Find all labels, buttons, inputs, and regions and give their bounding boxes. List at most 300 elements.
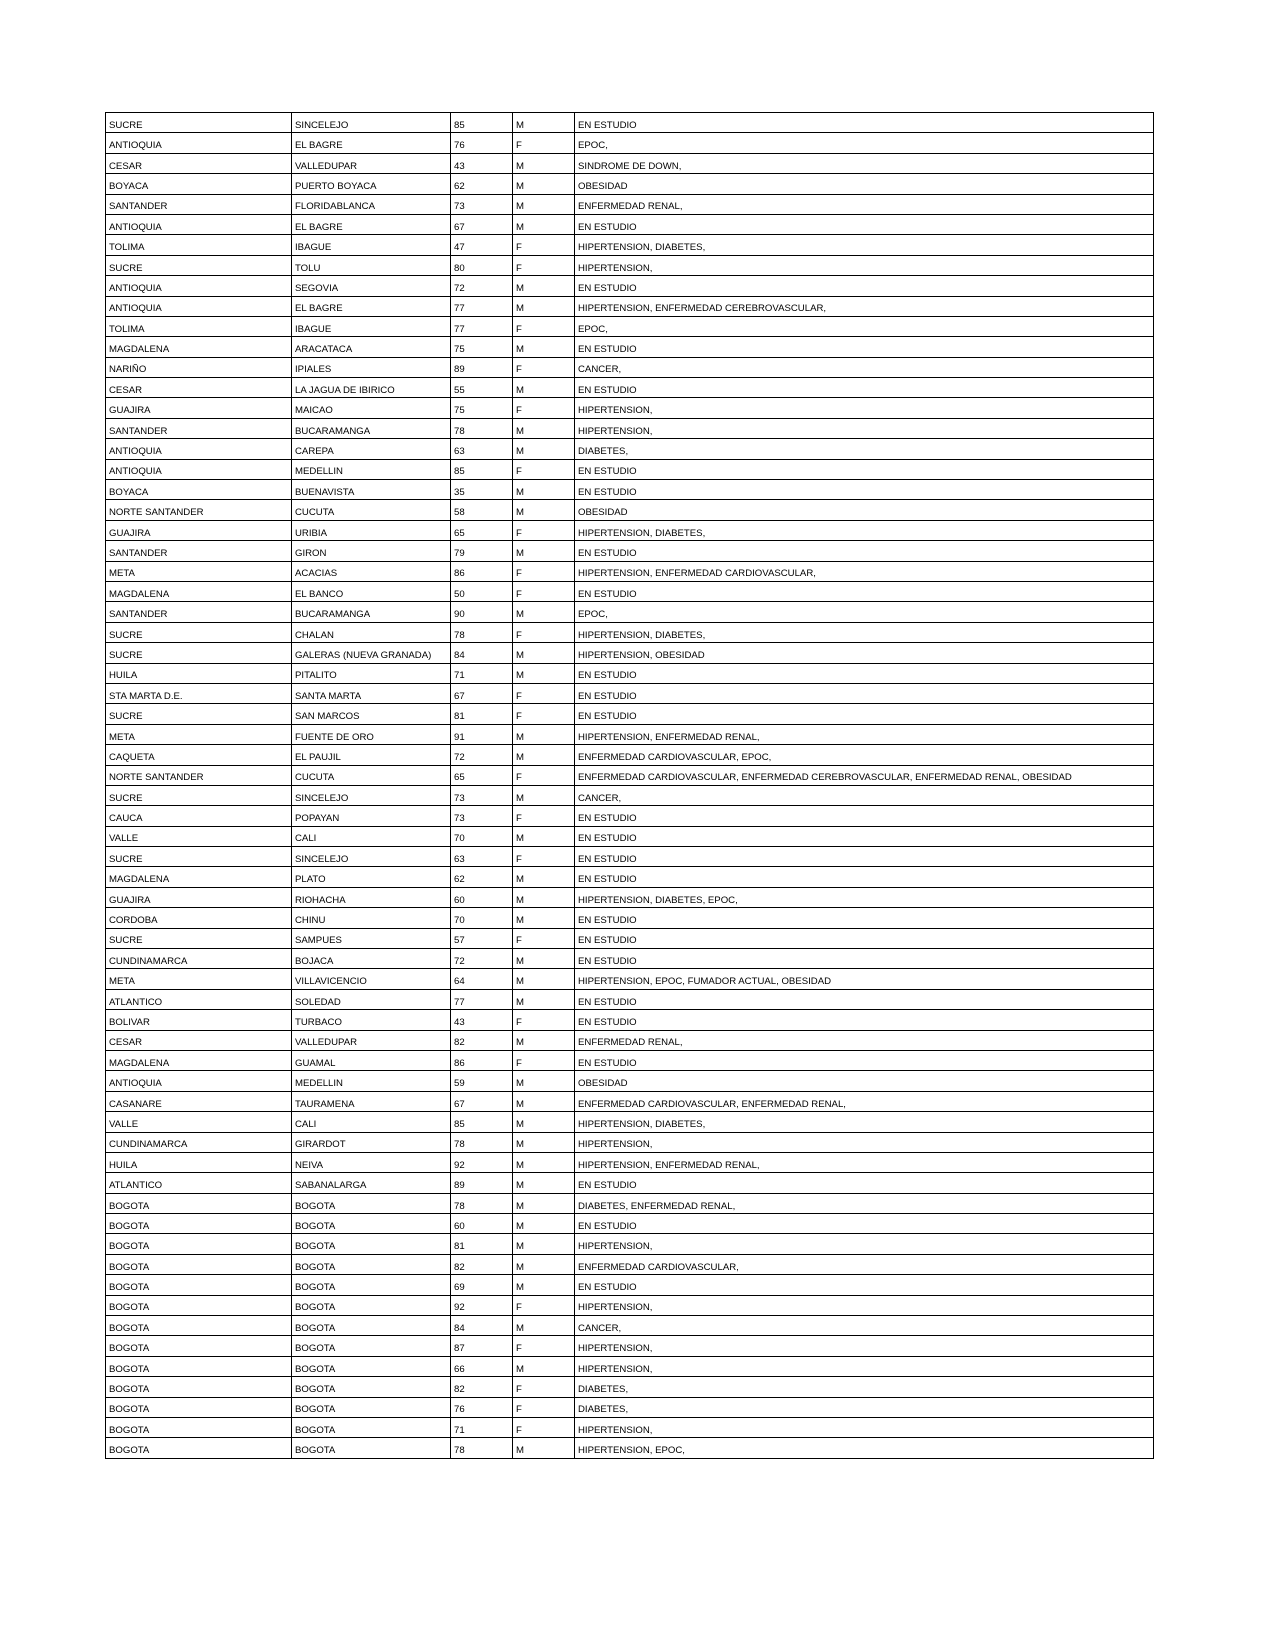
- age-cell: 69: [451, 1275, 513, 1295]
- age-cell: 64: [451, 969, 513, 989]
- table-row: [106, 1214, 1154, 1234]
- municipality-cell: RIOHACHA: [292, 887, 451, 907]
- sex-cell: F: [513, 316, 575, 336]
- department-cell: CUNDINAMARCA: [106, 1132, 292, 1152]
- municipality-cell: SAMPUES: [292, 928, 451, 948]
- condition-cell: EN ESTUDIO: [575, 908, 1154, 928]
- municipality-cell: GIRON: [292, 541, 451, 561]
- municipality-cell: BOJACA: [292, 949, 451, 969]
- sex-cell: M: [513, 194, 575, 214]
- condition-cell: ENFERMEDAD CARDIOVASCULAR, ENFERMEDAD CEREBROVASCULAR, ENFERMEDAD RENAL, OBESIDAD: [575, 765, 1154, 785]
- condition-cell: EN ESTUDIO: [575, 928, 1154, 948]
- municipality-cell: SINCELEJO: [292, 785, 451, 805]
- condition-cell: EN ESTUDIO: [575, 683, 1154, 703]
- age-cell: 85: [451, 1112, 513, 1132]
- department-cell: ANTIOQUIA: [106, 276, 292, 296]
- condition-cell: EN ESTUDIO: [575, 214, 1154, 234]
- age-cell: 35: [451, 480, 513, 500]
- condition-cell: DIABETES,: [575, 439, 1154, 459]
- table-row: [106, 194, 1154, 214]
- age-cell: 87: [451, 1336, 513, 1356]
- table-row: [106, 276, 1154, 296]
- age-cell: 78: [451, 1132, 513, 1152]
- table-row: [106, 459, 1154, 479]
- table-row: [106, 1336, 1154, 1356]
- table-row: [106, 1173, 1154, 1193]
- condition-cell: EN ESTUDIO: [575, 541, 1154, 561]
- department-cell: CAUCA: [106, 806, 292, 826]
- municipality-cell: VALLEDUPAR: [292, 1030, 451, 1050]
- sex-cell: F: [513, 1336, 575, 1356]
- age-cell: 57: [451, 928, 513, 948]
- table-row: [106, 989, 1154, 1009]
- age-cell: 66: [451, 1356, 513, 1376]
- table-row: [106, 1071, 1154, 1091]
- condition-cell: DIABETES,: [575, 1397, 1154, 1417]
- table-row: [106, 1377, 1154, 1397]
- municipality-cell: BOGOTA: [292, 1275, 451, 1295]
- sex-cell: M: [513, 989, 575, 1009]
- condition-cell: HIPERTENSION,: [575, 418, 1154, 438]
- sex-cell: M: [513, 541, 575, 561]
- sex-cell: F: [513, 133, 575, 153]
- department-cell: ANTIOQUIA: [106, 133, 292, 153]
- condition-cell: ENFERMEDAD RENAL,: [575, 1030, 1154, 1050]
- municipality-cell: PUERTO BOYACA: [292, 174, 451, 194]
- municipality-cell: NEIVA: [292, 1152, 451, 1172]
- department-cell: SANTANDER: [106, 602, 292, 622]
- department-cell: BOLIVAR: [106, 1010, 292, 1030]
- condition-cell: EN ESTUDIO: [575, 847, 1154, 867]
- condition-cell: HIPERTENSION, DIABETES,: [575, 235, 1154, 255]
- sex-cell: M: [513, 276, 575, 296]
- age-cell: 82: [451, 1254, 513, 1274]
- age-cell: 78: [451, 1193, 513, 1213]
- department-cell: BOGOTA: [106, 1397, 292, 1417]
- table-row: [106, 561, 1154, 581]
- condition-cell: EN ESTUDIO: [575, 480, 1154, 500]
- department-cell: BOGOTA: [106, 1316, 292, 1336]
- municipality-cell: ARACATACA: [292, 337, 451, 357]
- age-cell: 72: [451, 949, 513, 969]
- municipality-cell: BOGOTA: [292, 1336, 451, 1356]
- department-cell: CASANARE: [106, 1091, 292, 1111]
- department-cell: TOLIMA: [106, 316, 292, 336]
- age-cell: 67: [451, 214, 513, 234]
- table-row: [106, 806, 1154, 826]
- age-cell: 70: [451, 908, 513, 928]
- department-cell: MAGDALENA: [106, 337, 292, 357]
- sex-cell: M: [513, 174, 575, 194]
- department-cell: MAGDALENA: [106, 1050, 292, 1070]
- sex-cell: M: [513, 296, 575, 316]
- table-row: [106, 826, 1154, 846]
- age-cell: 85: [451, 113, 513, 133]
- age-cell: 78: [451, 418, 513, 438]
- sex-cell: M: [513, 1275, 575, 1295]
- municipality-cell: EL BANCO: [292, 581, 451, 601]
- sex-cell: M: [513, 378, 575, 398]
- sex-cell: M: [513, 1030, 575, 1050]
- municipality-cell: TAURAMENA: [292, 1091, 451, 1111]
- department-cell: NORTE SANTANDER: [106, 500, 292, 520]
- municipality-cell: BOGOTA: [292, 1214, 451, 1234]
- department-cell: MAGDALENA: [106, 867, 292, 887]
- condition-cell: EN ESTUDIO: [575, 1214, 1154, 1234]
- sex-cell: F: [513, 357, 575, 377]
- sex-cell: M: [513, 969, 575, 989]
- age-cell: 92: [451, 1295, 513, 1315]
- sex-cell: M: [513, 500, 575, 520]
- age-cell: 71: [451, 1418, 513, 1438]
- sex-cell: F: [513, 1050, 575, 1070]
- table-row: [106, 581, 1154, 601]
- condition-cell: HIPERTENSION, DIABETES,: [575, 1112, 1154, 1132]
- sex-cell: M: [513, 153, 575, 173]
- condition-cell: HIPERTENSION, EPOC,: [575, 1438, 1154, 1458]
- department-cell: ANTIOQUIA: [106, 296, 292, 316]
- sex-cell: M: [513, 745, 575, 765]
- condition-cell: HIPERTENSION,: [575, 1356, 1154, 1376]
- department-cell: GUAJIRA: [106, 520, 292, 540]
- department-cell: VALLE: [106, 1112, 292, 1132]
- age-cell: 73: [451, 785, 513, 805]
- condition-cell: CANCER,: [575, 357, 1154, 377]
- condition-cell: HIPERTENSION,: [575, 1295, 1154, 1315]
- age-cell: 91: [451, 724, 513, 744]
- age-cell: 81: [451, 1234, 513, 1254]
- condition-cell: HIPERTENSION, EPOC, FUMADOR ACTUAL, OBESIDAD: [575, 969, 1154, 989]
- table-row: [106, 785, 1154, 805]
- table-row: [106, 622, 1154, 642]
- condition-cell: OBESIDAD: [575, 500, 1154, 520]
- age-cell: 55: [451, 378, 513, 398]
- department-cell: SUCRE: [106, 847, 292, 867]
- age-cell: 89: [451, 1173, 513, 1193]
- department-cell: CAQUETA: [106, 745, 292, 765]
- municipality-cell: MEDELLIN: [292, 1071, 451, 1091]
- table-row: [106, 867, 1154, 887]
- age-cell: 90: [451, 602, 513, 622]
- sex-cell: M: [513, 1214, 575, 1234]
- condition-cell: EN ESTUDIO: [575, 378, 1154, 398]
- municipality-cell: VILLAVICENCIO: [292, 969, 451, 989]
- table-row: [106, 1050, 1154, 1070]
- sex-cell: M: [513, 724, 575, 744]
- condition-cell: CANCER,: [575, 785, 1154, 805]
- table-row: [106, 357, 1154, 377]
- sex-cell: F: [513, 765, 575, 785]
- municipality-cell: BOGOTA: [292, 1438, 451, 1458]
- age-cell: 50: [451, 581, 513, 601]
- municipality-cell: IPIALES: [292, 357, 451, 377]
- department-cell: GUAJIRA: [106, 398, 292, 418]
- sex-cell: F: [513, 1418, 575, 1438]
- condition-cell: DIABETES,: [575, 1377, 1154, 1397]
- age-cell: 89: [451, 357, 513, 377]
- sex-cell: M: [513, 439, 575, 459]
- condition-cell: EN ESTUDIO: [575, 1173, 1154, 1193]
- department-cell: MAGDALENA: [106, 581, 292, 601]
- sex-cell: M: [513, 785, 575, 805]
- sex-cell: M: [513, 1071, 575, 1091]
- table-row: [106, 683, 1154, 703]
- age-cell: 71: [451, 663, 513, 683]
- municipality-cell: PITALITO: [292, 663, 451, 683]
- condition-cell: EPOC,: [575, 316, 1154, 336]
- age-cell: 60: [451, 1214, 513, 1234]
- age-cell: 43: [451, 1010, 513, 1030]
- table-row: [106, 1295, 1154, 1315]
- table-row: [106, 704, 1154, 724]
- department-cell: BOGOTA: [106, 1438, 292, 1458]
- municipality-cell: EL BAGRE: [292, 214, 451, 234]
- municipality-cell: SEGOVIA: [292, 276, 451, 296]
- table-row: [106, 1418, 1154, 1438]
- municipality-cell: SINCELEJO: [292, 113, 451, 133]
- municipality-cell: LA JAGUA DE IBIRICO: [292, 378, 451, 398]
- department-cell: CESAR: [106, 378, 292, 398]
- spreadsheet-page: [105, 112, 1153, 1459]
- department-cell: BOGOTA: [106, 1254, 292, 1274]
- age-cell: 47: [451, 235, 513, 255]
- sex-cell: M: [513, 1091, 575, 1111]
- age-cell: 70: [451, 826, 513, 846]
- table-row: [106, 1112, 1154, 1132]
- department-cell: CORDOBA: [106, 908, 292, 928]
- age-cell: 86: [451, 561, 513, 581]
- age-cell: 76: [451, 1397, 513, 1417]
- sex-cell: M: [513, 337, 575, 357]
- municipality-cell: BOGOTA: [292, 1356, 451, 1376]
- municipality-cell: MAICAO: [292, 398, 451, 418]
- department-cell: CESAR: [106, 153, 292, 173]
- department-cell: META: [106, 724, 292, 744]
- condition-cell: OBESIDAD: [575, 1071, 1154, 1091]
- department-cell: SUCRE: [106, 704, 292, 724]
- sex-cell: M: [513, 1316, 575, 1336]
- sex-cell: M: [513, 887, 575, 907]
- department-cell: BOYACA: [106, 480, 292, 500]
- sex-cell: F: [513, 1010, 575, 1030]
- municipality-cell: FLORIDABLANCA: [292, 194, 451, 214]
- table-row: [106, 1234, 1154, 1254]
- table-row: [106, 1397, 1154, 1417]
- table-row: [106, 908, 1154, 928]
- department-cell: META: [106, 969, 292, 989]
- department-cell: BOGOTA: [106, 1193, 292, 1213]
- age-cell: 77: [451, 316, 513, 336]
- sex-cell: F: [513, 235, 575, 255]
- department-cell: BOGOTA: [106, 1377, 292, 1397]
- condition-cell: EN ESTUDIO: [575, 1010, 1154, 1030]
- condition-cell: HIPERTENSION,: [575, 1132, 1154, 1152]
- condition-cell: EN ESTUDIO: [575, 459, 1154, 479]
- municipality-cell: SOLEDAD: [292, 989, 451, 1009]
- table-row: [106, 255, 1154, 275]
- sex-cell: M: [513, 1112, 575, 1132]
- municipality-cell: BOGOTA: [292, 1377, 451, 1397]
- age-cell: 67: [451, 1091, 513, 1111]
- age-cell: 65: [451, 520, 513, 540]
- municipality-cell: BUCARAMANGA: [292, 418, 451, 438]
- municipality-cell: CHINU: [292, 908, 451, 928]
- table-row: [106, 745, 1154, 765]
- municipality-cell: CAREPA: [292, 439, 451, 459]
- department-cell: BOGOTA: [106, 1295, 292, 1315]
- municipality-cell: EL BAGRE: [292, 133, 451, 153]
- condition-cell: OBESIDAD: [575, 174, 1154, 194]
- department-cell: SUCRE: [106, 928, 292, 948]
- department-cell: ATLANTICO: [106, 989, 292, 1009]
- table-row: [106, 1356, 1154, 1376]
- age-cell: 78: [451, 622, 513, 642]
- table-row: [106, 500, 1154, 520]
- municipality-cell: FUENTE DE ORO: [292, 724, 451, 744]
- table-row: [106, 1275, 1154, 1295]
- sex-cell: M: [513, 1152, 575, 1172]
- department-cell: NARIÑO: [106, 357, 292, 377]
- condition-cell: HIPERTENSION,: [575, 1336, 1154, 1356]
- municipality-cell: CUCUTA: [292, 765, 451, 785]
- department-cell: CESAR: [106, 1030, 292, 1050]
- sex-cell: F: [513, 1377, 575, 1397]
- table-row: [106, 847, 1154, 867]
- municipality-cell: BOGOTA: [292, 1234, 451, 1254]
- sex-cell: F: [513, 398, 575, 418]
- table-row: [106, 1132, 1154, 1152]
- table-row: [106, 1316, 1154, 1336]
- department-cell: SUCRE: [106, 785, 292, 805]
- table-row: [106, 969, 1154, 989]
- department-cell: GUAJIRA: [106, 887, 292, 907]
- table-row: [106, 1030, 1154, 1050]
- condition-cell: CANCER,: [575, 1316, 1154, 1336]
- sex-cell: F: [513, 581, 575, 601]
- age-cell: 67: [451, 683, 513, 703]
- age-cell: 84: [451, 643, 513, 663]
- condition-cell: ENFERMEDAD CARDIOVASCULAR, ENFERMEDAD RENAL,: [575, 1091, 1154, 1111]
- sex-cell: F: [513, 520, 575, 540]
- condition-cell: HIPERTENSION,: [575, 1234, 1154, 1254]
- table-row: [106, 949, 1154, 969]
- table-row: [106, 520, 1154, 540]
- municipality-cell: BOGOTA: [292, 1418, 451, 1438]
- age-cell: 80: [451, 255, 513, 275]
- sex-cell: M: [513, 867, 575, 887]
- sex-cell: M: [513, 1193, 575, 1213]
- condition-cell: EN ESTUDIO: [575, 337, 1154, 357]
- condition-cell: EN ESTUDIO: [575, 949, 1154, 969]
- sex-cell: F: [513, 806, 575, 826]
- municipality-cell: SAN MARCOS: [292, 704, 451, 724]
- condition-cell: SINDROME DE DOWN,: [575, 153, 1154, 173]
- municipality-cell: EL PAUJIL: [292, 745, 451, 765]
- sex-cell: F: [513, 561, 575, 581]
- department-cell: ANTIOQUIA: [106, 1071, 292, 1091]
- department-cell: SUCRE: [106, 113, 292, 133]
- condition-cell: HIPERTENSION, ENFERMEDAD RENAL,: [575, 724, 1154, 744]
- department-cell: ANTIOQUIA: [106, 459, 292, 479]
- department-cell: NORTE SANTANDER: [106, 765, 292, 785]
- municipality-cell: GUAMAL: [292, 1050, 451, 1070]
- condition-cell: HIPERTENSION, OBESIDAD: [575, 643, 1154, 663]
- age-cell: 43: [451, 153, 513, 173]
- municipality-cell: BOGOTA: [292, 1316, 451, 1336]
- age-cell: 79: [451, 541, 513, 561]
- table-row: [106, 1193, 1154, 1213]
- municipality-cell: CUCUTA: [292, 500, 451, 520]
- department-cell: HUILA: [106, 1152, 292, 1172]
- municipality-cell: SANTA MARTA: [292, 683, 451, 703]
- table-row: [106, 133, 1154, 153]
- department-cell: SUCRE: [106, 255, 292, 275]
- municipality-cell: BOGOTA: [292, 1193, 451, 1213]
- table-row: [106, 663, 1154, 683]
- age-cell: 81: [451, 704, 513, 724]
- condition-cell: EPOC,: [575, 133, 1154, 153]
- department-cell: BOGOTA: [106, 1356, 292, 1376]
- age-cell: 73: [451, 806, 513, 826]
- age-cell: 85: [451, 459, 513, 479]
- sex-cell: M: [513, 214, 575, 234]
- table-row: [106, 1254, 1154, 1274]
- age-cell: 82: [451, 1030, 513, 1050]
- municipality-cell: IBAGUE: [292, 316, 451, 336]
- municipality-cell: BOGOTA: [292, 1295, 451, 1315]
- sex-cell: F: [513, 683, 575, 703]
- condition-cell: EN ESTUDIO: [575, 989, 1154, 1009]
- condition-cell: HIPERTENSION, ENFERMEDAD RENAL,: [575, 1152, 1154, 1172]
- table-body: [106, 113, 1154, 1459]
- municipality-cell: CALI: [292, 1112, 451, 1132]
- table-row: [106, 418, 1154, 438]
- condition-cell: HIPERTENSION, ENFERMEDAD CARDIOVASCULAR,: [575, 561, 1154, 581]
- department-cell: BOGOTA: [106, 1214, 292, 1234]
- condition-cell: EN ESTUDIO: [575, 276, 1154, 296]
- municipality-cell: ACACIAS: [292, 561, 451, 581]
- department-cell: BOGOTA: [106, 1234, 292, 1254]
- municipality-cell: BOGOTA: [292, 1397, 451, 1417]
- department-cell: HUILA: [106, 663, 292, 683]
- age-cell: 60: [451, 887, 513, 907]
- sex-cell: M: [513, 1234, 575, 1254]
- municipality-cell: SABANALARGA: [292, 1173, 451, 1193]
- table-row: [106, 1010, 1154, 1030]
- department-cell: BOGOTA: [106, 1418, 292, 1438]
- age-cell: 58: [451, 500, 513, 520]
- condition-cell: EN ESTUDIO: [575, 663, 1154, 683]
- table-row: [106, 235, 1154, 255]
- age-cell: 78: [451, 1438, 513, 1458]
- age-cell: 73: [451, 194, 513, 214]
- sex-cell: M: [513, 480, 575, 500]
- department-cell: SUCRE: [106, 622, 292, 642]
- department-cell: BOGOTA: [106, 1275, 292, 1295]
- condition-cell: EN ESTUDIO: [575, 113, 1154, 133]
- municipality-cell: URIBIA: [292, 520, 451, 540]
- table-row: [106, 214, 1154, 234]
- age-cell: 76: [451, 133, 513, 153]
- sex-cell: F: [513, 622, 575, 642]
- table-row: [106, 643, 1154, 663]
- table-row: [106, 153, 1154, 173]
- table-row: [106, 316, 1154, 336]
- municipality-cell: BUENAVISTA: [292, 480, 451, 500]
- age-cell: 75: [451, 398, 513, 418]
- municipality-cell: POPAYAN: [292, 806, 451, 826]
- sex-cell: F: [513, 1295, 575, 1315]
